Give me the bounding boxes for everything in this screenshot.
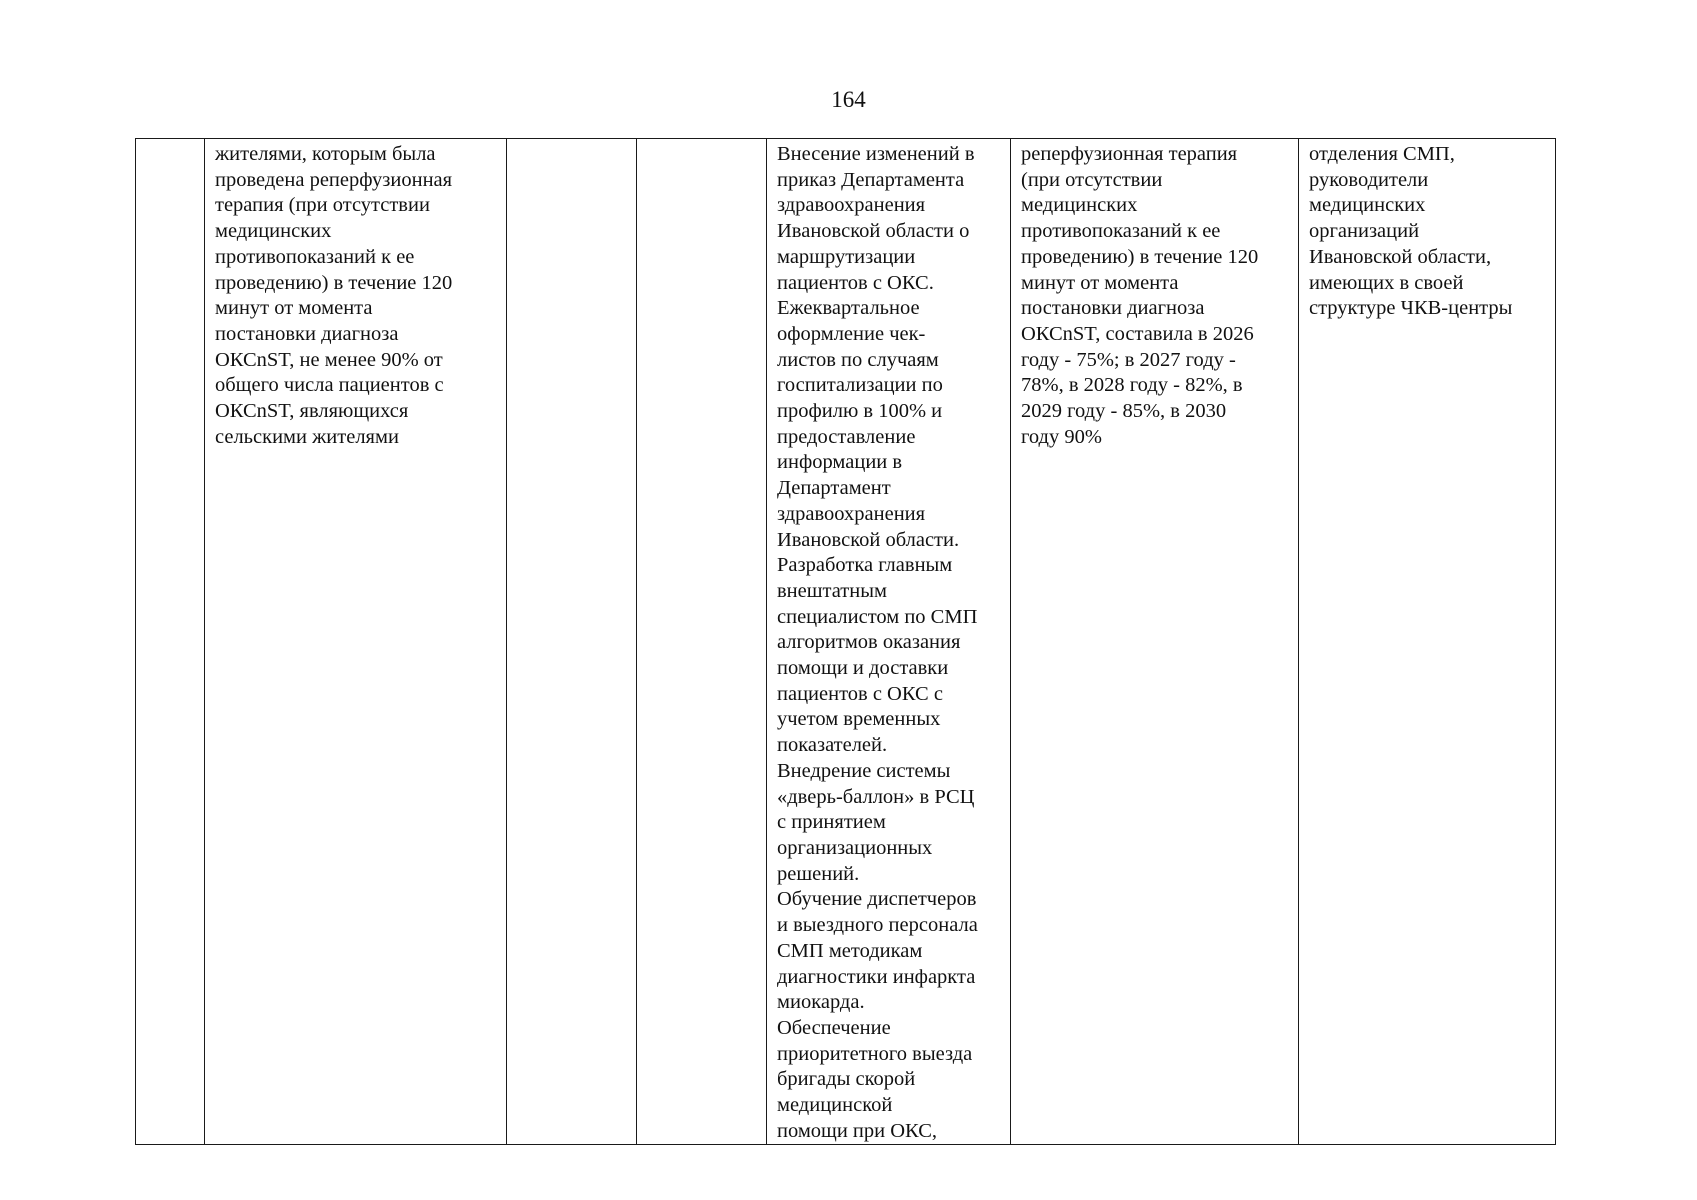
cell-text-line: «дверь-баллон» в РСЦ (777, 785, 975, 808)
cell-text-line: противопоказаний к ее (215, 245, 415, 268)
cell-text-line: приказ Департамента (777, 168, 965, 191)
cell-text-line: ОКСnST, являющихся (215, 400, 409, 423)
cell-text-line: Внедрение системы (777, 759, 951, 782)
cell-text-line: медицинских (1021, 194, 1138, 217)
cell-text-line: 2029 году - 85%, в 2030 (1021, 400, 1227, 423)
cell-text-line: учетом временных (777, 708, 941, 731)
cell-text-line: реперфузионная терапия (1021, 143, 1238, 165)
cell-text-line: ОКСnST, не менее 90% от (215, 348, 443, 371)
cell-text-line: профилю в 100% и (777, 400, 943, 423)
cell-text-line: организационных (777, 836, 933, 859)
cell-indicator (205, 139, 507, 1145)
cell-text-line: организаций (1309, 220, 1420, 243)
cell-text-line: году 90% (1021, 425, 1102, 448)
cell-text-line: бригады скорой (777, 1068, 916, 1091)
cell-result (1011, 139, 1299, 1145)
cell-text-line: минут от момента (215, 297, 373, 320)
cell-measures (767, 139, 1011, 1145)
cell-text-line: Ежеквартальное (777, 297, 920, 320)
document-table (135, 138, 1556, 1145)
cell-text-line: и выездного персонала (777, 914, 978, 937)
cell-text-line: миокарда. (777, 991, 865, 1014)
cell-text-line: Внесение изменений в (777, 143, 975, 165)
table-row (136, 139, 1556, 1145)
cell-text-line: решений. (777, 862, 860, 885)
cell-number (136, 139, 205, 1145)
cell-text-line: медицинских (1309, 194, 1426, 217)
cell-text-line: руководители (1309, 168, 1429, 191)
cell-text-line: проведению) в течение 120 (1021, 245, 1259, 268)
cell-text-line: проведению) в течение 120 (215, 271, 453, 294)
cell-text-line: имеющих в своей (1309, 271, 1464, 294)
cell-text-line: постановки диагноза (1021, 297, 1205, 320)
cell-text-line: диагностики инфаркта (777, 965, 976, 988)
cell-text-line: Разработка главным (777, 554, 953, 577)
cell-text-line: терапия (при отсутствии (215, 194, 430, 217)
cell-text-line: противопоказаний к ее (1021, 220, 1221, 243)
cell-text-line: специалистом по СМП (777, 605, 978, 628)
cell-text-line: постановки диагноза (215, 322, 399, 345)
cell-empty-4 (637, 139, 767, 1145)
cell-text-line: Ивановской области о (777, 220, 970, 243)
cell-text-line: алгоритмов оказания (777, 631, 961, 654)
cell-text-line: пациентов с ОКС. (777, 271, 934, 294)
cell-text-line: предоставление (777, 425, 916, 448)
cell-text-line: отделения СМП, (1309, 143, 1455, 165)
cell-text-line: медицинских (215, 220, 332, 243)
cell-text-line: СМП методикам (777, 939, 923, 962)
cell-empty-3 (507, 139, 637, 1145)
cell-text-line: листов по случаям (777, 348, 939, 371)
cell-text-line: показателей. (777, 734, 888, 757)
cell-text-line: здравоохранения (777, 502, 926, 525)
cell-text-line: медицинской (777, 1094, 893, 1117)
cell-text-line: с принятием (777, 811, 886, 834)
cell-text-line: информации в (777, 451, 903, 474)
cell-text-line: пациентов с ОКС с (777, 682, 943, 705)
cell-text-line: жителями, которым была (215, 143, 436, 165)
cell-text-line: году - 75%; в 2027 году - (1021, 348, 1236, 371)
cell-text-line: 78%, в 2028 году - 82%, в (1021, 374, 1243, 397)
cell-text-line: Ивановской области, (1309, 245, 1492, 268)
cell-text-line: проведена реперфузионная (215, 168, 453, 191)
cell-text-line: структуре ЧКВ-центры (1309, 297, 1513, 320)
cell-text-line: сельскими жителями (215, 425, 399, 448)
cell-text-line: помощи и доставки (777, 657, 949, 680)
cell-text-line: ОКСnST, составила в 2026 (1021, 322, 1254, 345)
cell-text-line: (при отсутствии (1021, 168, 1163, 191)
cell-text-line: минут от момента (1021, 271, 1179, 294)
cell-text-line: приоритетного выезда (777, 1042, 973, 1065)
cell-text-line: внештатным (777, 579, 887, 602)
cell-text-line: госпитализации по (777, 374, 943, 397)
cell-text-line: Ивановской области. (777, 528, 960, 551)
cell-text-line: Обучение диспетчеров (777, 888, 977, 911)
cell-text-line: оформление чек- (777, 322, 926, 345)
cell-text-line: общего числа пациентов с (215, 374, 444, 397)
cell-text-line: Обеспечение (777, 1016, 891, 1039)
cell-responsible (1299, 139, 1556, 1145)
cell-text-line: Департамент (777, 477, 891, 500)
cell-text-line: помощи при ОКС, (777, 1119, 938, 1142)
page-number: 164 (831, 87, 866, 112)
cell-text-line: маршрутизации (777, 245, 916, 268)
cell-text-line: здравоохранения (777, 194, 926, 217)
